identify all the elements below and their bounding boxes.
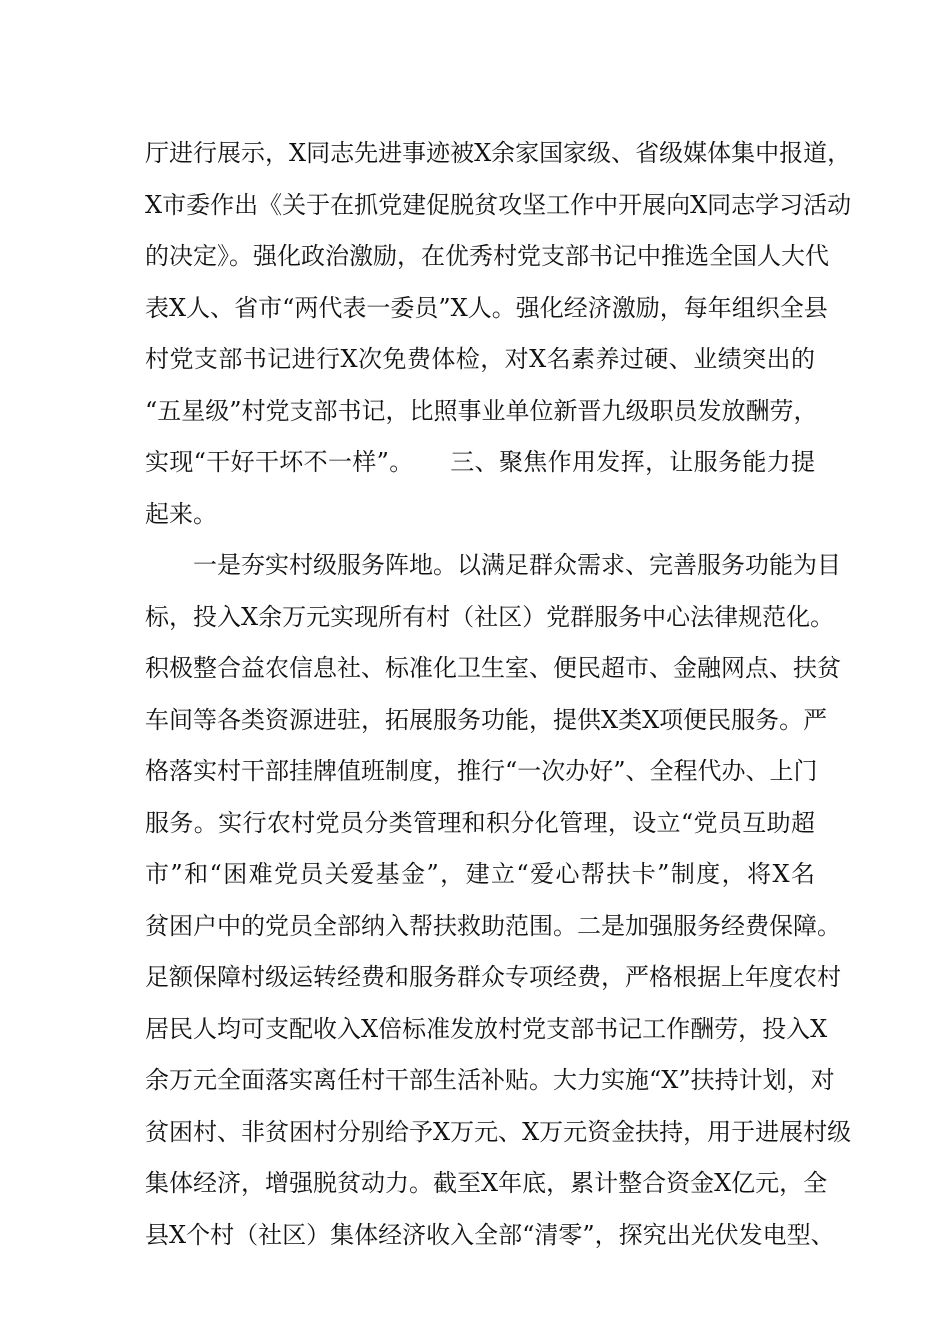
text-line: 实现“干好干坏不一样”。 三、聚焦作用发挥，让服务能力提 — [145, 448, 815, 476]
text-line: 起来。 — [145, 499, 217, 528]
text-line: 村党支部书记进行X次免费体检，对X名素养过硬、业绩突出的 — [145, 345, 815, 373]
text-line: 足额保障村级运转经费和服务群众专项经费，严格根据上年度农村 — [145, 963, 841, 991]
text-line: 的决定》。强化政治激励，在优秀村党支部书记中推选全国人大代 — [145, 242, 829, 270]
text-line: 厅进行展示，X同志先进事迹被X余家国家级、省级媒体集中报道， — [145, 139, 852, 167]
text-line: 贫困户中的党员全部纳入帮扶救助范围。二是加强服务经费保障。 — [145, 911, 841, 940]
text-line: 积极整合益农信息社、标准化卫生室、便民超市、金融网点、扶贫 — [145, 654, 841, 682]
text-line: 贫困村、非贫困村分别给予X万元、X万元资金扶持，用于进展村级 — [145, 1117, 852, 1146]
text-line: 集体经济，增强脱贫动力。截至X年底，累计整合资金X亿元，全 — [145, 1169, 828, 1197]
text-line: 车间等各类资源进驻，拓展服务功能，提供X类X项便民服务。严 — [145, 705, 828, 734]
text-line: 居民人均可支配收入X倍标准发放村党支部书记工作酬劳，投入X — [145, 1014, 828, 1043]
text-line: 表X人、省市“两代表一委员”X人。强化经济激励，每年组织全县 — [145, 293, 828, 322]
text-line: 市”和“困难党员关爱基金”，建立“爱心帮扶卡”制度，将X名 — [145, 860, 815, 888]
text-line: “五星级”村党支部书记，比照事业单位新晋九级职员发放酬劳， — [145, 396, 818, 425]
text-line: 县X个村（社区）集体经济收入全部“清零”，探究出光伏发电型、 — [145, 1220, 835, 1249]
text-line: 一是夯实村级服务阵地。以满足群众需求、完善服务功能为目 — [145, 551, 841, 579]
text-line: 余万元全面落实离任村干部生活补贴。大力实施“X”扶持计划，对 — [145, 1066, 835, 1094]
text-line: 服务。实行农村党员分类管理和积分化管理，设立“党员互助超 — [145, 808, 815, 837]
text-line: 标，投入X余万元实现所有村（社区）党群服务中心法律规范化。 — [145, 602, 835, 631]
text-line: X市委作出《关于在抓党建促脱贫攻坚工作中开展向X同志学习活动 — [145, 190, 852, 219]
text-line: 格落实村干部挂牌值班制度，推行“一次办好”、全程代办、上门 — [145, 757, 818, 785]
document-body — [145, 128, 852, 1261]
